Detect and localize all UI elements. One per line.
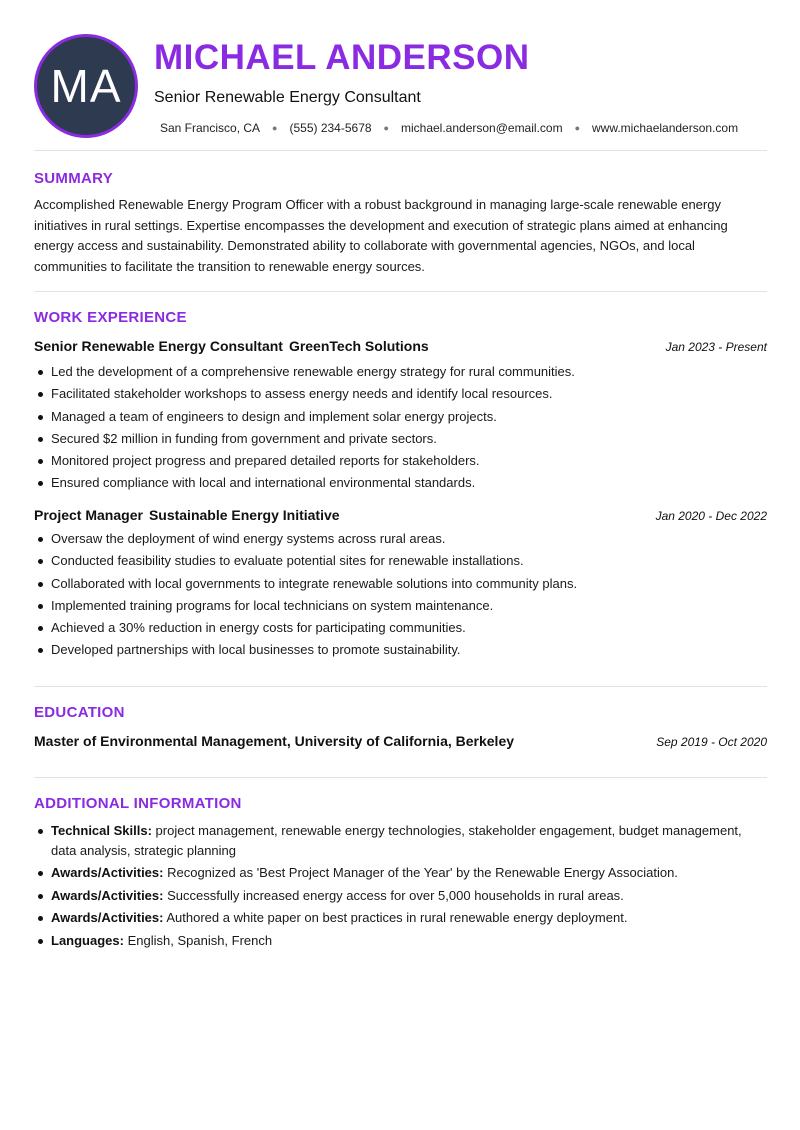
list-item: Implemented training programs for local technicians on system maintenance. [34, 595, 767, 617]
education-entry [34, 733, 767, 749]
job-header [34, 507, 767, 523]
avatar [34, 34, 138, 138]
job-dates: Jan 2020 - Dec 2022 [655, 509, 767, 523]
list-item: Ensured compliance with local and international environmental standards. [34, 472, 767, 494]
list-item: Secured $2 million in funding from government and private sectors. [34, 428, 767, 450]
additional-info-list [34, 821, 767, 953]
candidate-name: MICHAEL ANDERSON [154, 38, 530, 77]
list-item: Developed partnerships with local businesses to promote sustainability. [34, 639, 767, 661]
job-role: Senior Renewable Energy Consultant [34, 338, 283, 354]
item-label: Technical Skills: [51, 823, 152, 838]
candidate-title: Senior Renewable Energy Consultant [154, 89, 421, 106]
bullet-separator-icon: ● [383, 123, 389, 133]
job-company: GreenTech Solutions [288, 338, 429, 354]
bullet-separator-icon: ● [574, 123, 581, 133]
item-text: project management, renewable energy technologies, stakeholder engagement, budget management, data analysis, strategic planning [51, 823, 742, 858]
list-item [34, 863, 767, 883]
bullet-separator-icon: ● [272, 123, 278, 133]
summary-text: Accomplished Renewable Energy Program Officer with a robust background in managing large-scale renewable energy initiatives in rural settings. Expertise encompasses the development and execution of strategic plans aimed at enhancing energy access and sustainability. Demonstrated ability to collaborate with governmental agencies, NGOs, and local communities to facilitate the transition to renewable energy sources. [34, 197, 728, 274]
summary-heading: SUMMARY [34, 170, 114, 187]
list-item: Monitored project progress and prepared detailed reports for stakeholders. [34, 450, 767, 472]
contact-info [160, 121, 738, 135]
job-company: Sustainable Energy Initiative [148, 507, 340, 523]
section-divider [34, 291, 767, 292]
list-item: Achieved a 30% reduction in energy costs for participating communities. [34, 617, 767, 639]
item-text: English, Spanish, French [127, 932, 273, 948]
work-experience-heading: WORK EXPERIENCE [34, 309, 187, 326]
item-label: Awards/Activities: [51, 865, 164, 880]
list-item: Managed a team of engineers to design and implement solar energy projects. [34, 406, 767, 428]
contact-phone: (555) 234-5678 [289, 121, 372, 135]
education-degree: Master of Environmental Management, University of California, Berkeley [34, 733, 515, 749]
education-dates: Sep 2019 - Oct 2020 [656, 735, 767, 749]
contact-website[interactable]: www.michaelanderson.com [592, 121, 739, 135]
avatar-initials: MA [50, 60, 122, 112]
item-label: Awards/Activities: [51, 887, 164, 903]
list-item [34, 931, 767, 951]
item-text: Successfully increased energy access for over 5,000 households in rural areas. [167, 887, 624, 903]
item-label: Languages: [51, 932, 124, 948]
item-text: Authored a white paper on best practices in rural renewable energy deployment. [166, 910, 628, 925]
job-bullets [34, 528, 767, 662]
list-item [34, 886, 767, 906]
job-bullets [34, 361, 767, 495]
list-item: Conducted feasibility studies to evaluate potential sites for renewable installations. [34, 550, 767, 572]
job-dates: Jan 2023 - Present [665, 340, 767, 354]
contact-location: San Francisco, CA [160, 121, 261, 135]
education-heading: EDUCATION [34, 704, 125, 721]
section-divider [34, 150, 767, 151]
item-label: Awards/Activities: [51, 910, 164, 925]
list-item [34, 908, 767, 928]
item-text: Recognized as 'Best Project Manager of the Year' by the Renewable Energy Association. [167, 865, 678, 880]
contact-email[interactable]: michael.anderson@email.com [400, 121, 563, 135]
list-item: Facilitated stakeholder workshops to assess energy needs and identify local resources. [34, 383, 767, 405]
list-item: Led the development of a comprehensive renewable energy strategy for rural communities. [34, 361, 767, 383]
additional-info-heading: ADDITIONAL INFORMATION [34, 795, 242, 812]
list-item: Collaborated with local governments to integrate renewable solutions into community plans. [34, 573, 767, 595]
list-item [34, 821, 767, 860]
section-divider [34, 777, 767, 778]
job-role: Project Manager [34, 507, 143, 523]
list-item: Oversaw the deployment of wind energy systems across rural areas. [34, 528, 767, 550]
section-divider [34, 686, 767, 687]
job-header [34, 338, 767, 354]
